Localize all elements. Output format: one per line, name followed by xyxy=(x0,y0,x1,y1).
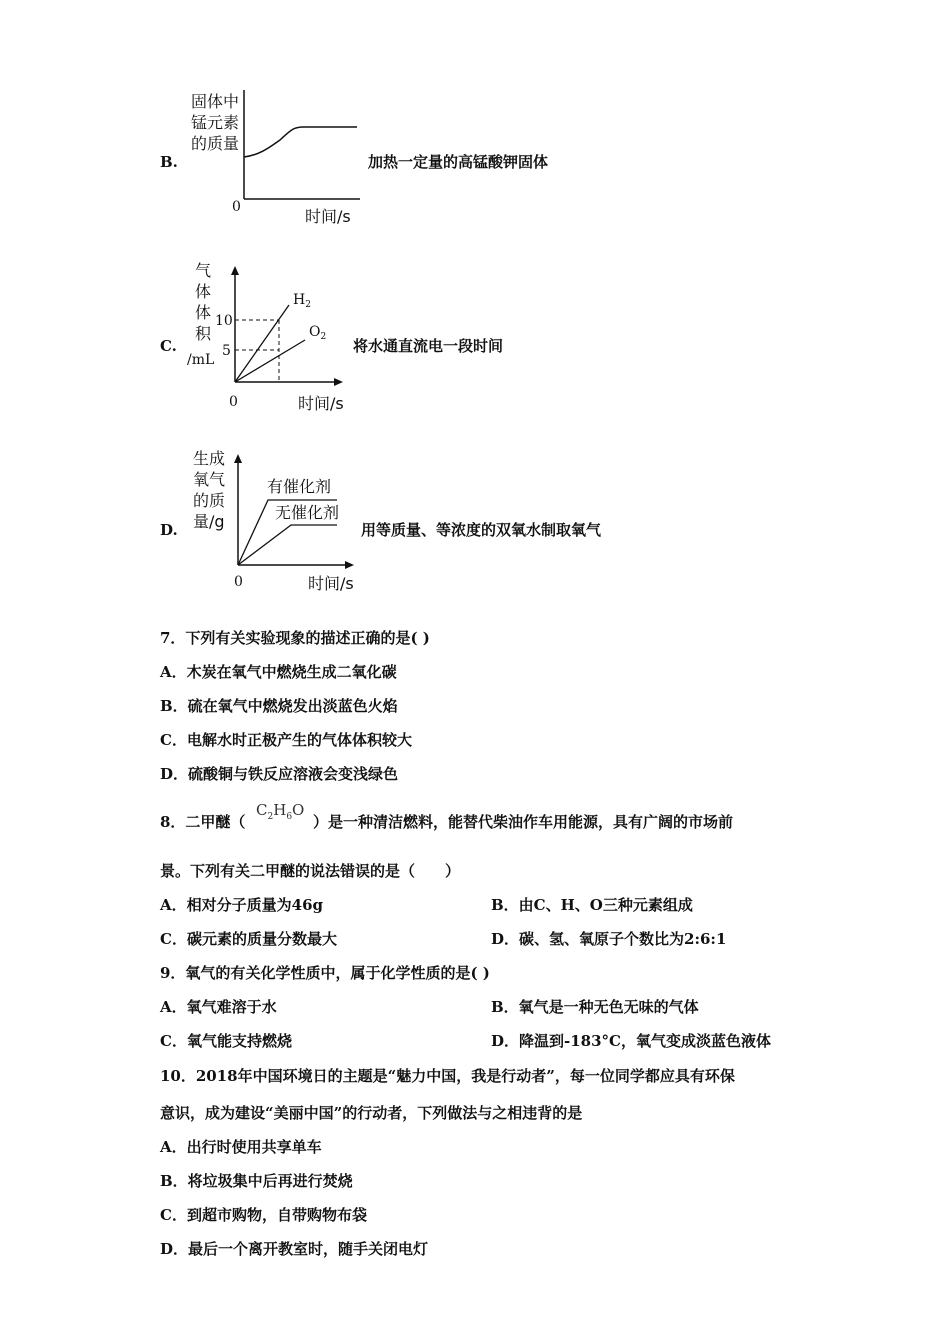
graph-d-no-catalyst-line xyxy=(238,525,337,565)
q7-option-b: B．硫在氧气中燃烧发出淡蓝色火焰 xyxy=(160,697,398,715)
q8-option-a: A．相对分子质量为46g xyxy=(160,896,324,914)
graph-c-y-arrow xyxy=(231,266,239,275)
q8-stem-line2: 景。下列有关二甲醚的说法错误的是（ ） xyxy=(160,862,461,880)
q7-stem: 7．下列有关实验现象的描述正确的是( ) xyxy=(160,629,430,647)
graph-b-ylabel-3: 的质量 xyxy=(191,134,240,153)
q7-option-d: D．硫酸铜与铁反应溶液会变浅绿色 xyxy=(160,765,399,783)
option-c-letter: C. xyxy=(160,337,177,355)
graph-c-ylabel-4: 积 xyxy=(195,324,212,343)
graph-c-x-arrow xyxy=(334,378,343,386)
option-b-letter: B. xyxy=(160,153,178,171)
q8-stem-after: ）是一种清洁燃料，能替代柴油作车用能源，具有广阔的市场前 xyxy=(313,813,734,831)
q10-stem-line2: 意识，成为建设“美丽中国”的行动者，下列做法与之相违背的是 xyxy=(160,1104,583,1122)
graph-d-catalyst-label: 有催化剂 xyxy=(267,477,332,496)
graph-d-y-arrow xyxy=(234,454,242,463)
q10-stem-line1: 10．2018年中国环境日的主题是“魅力中国，我是行动者”，每一位同学都应具有环保 xyxy=(160,1067,735,1085)
q10-option-c: C．到超市购物，自带购物布袋 xyxy=(160,1206,367,1224)
graph-c-tick-5: 5 xyxy=(222,343,231,359)
q9-option-d: D．降温到-183°C，氧气变成淡蓝色液体 xyxy=(491,1032,771,1050)
option-c-description: 将水通直流电一段时间 xyxy=(353,337,504,355)
graph-c-origin: 0 xyxy=(229,394,238,410)
q8-stem-before: 8．二甲醚（ xyxy=(160,813,246,831)
graph-c-ylabel-1: 气 xyxy=(195,261,212,280)
option-b-description: 加热一定量的高锰酸钾固体 xyxy=(368,153,549,171)
q8-option-d: D．碳、氢、氧原子个数比为2:6:1 xyxy=(491,930,727,948)
q8-formula: $C_2H_6O$ xyxy=(256,801,305,822)
graph-d-ylabel-2: 氧气 xyxy=(193,470,226,489)
q10-option-a: A．出行时使用共享单车 xyxy=(160,1138,322,1156)
graph-b-curve xyxy=(244,127,357,157)
graph-b xyxy=(185,85,385,230)
q9-option-a: A．氧气难溶于水 xyxy=(160,998,277,1016)
graph-b-origin: 0 xyxy=(232,199,241,215)
graph-b-ylabel-1: 固体中 xyxy=(191,92,240,111)
q7-option-a: A．木炭在氧气中燃烧生成二氧化碳 xyxy=(160,663,397,681)
graph-d-xlabel: 时间/s xyxy=(308,574,354,593)
graph-c-h2-label: $H_2$ xyxy=(293,292,311,310)
graph-d-x-arrow xyxy=(345,561,354,569)
q10-option-b: B．将垃圾集中后再进行焚烧 xyxy=(160,1172,353,1190)
graph-c-ylabel-3: 体 xyxy=(195,303,212,322)
option-d-letter: D. xyxy=(160,521,178,539)
graph-c xyxy=(185,258,360,418)
graph-c-ylabel-5: /mL xyxy=(187,352,215,368)
graph-c-o2-line xyxy=(235,340,305,382)
graph-b-ylabel-2: 锰元素 xyxy=(191,113,240,132)
q9-stem: 9．氧气的有关化学性质中，属于化学性质的是( ) xyxy=(160,964,490,982)
q7-option-c: C．电解水时正极产生的气体体积较大 xyxy=(160,731,412,749)
q10-option-d: D．最后一个离开教室时，随手关闭电灯 xyxy=(160,1240,429,1258)
graph-d-ylabel-4: 量/g xyxy=(193,512,225,531)
graph-c-o2-label: $O_2$ xyxy=(309,324,327,342)
graph-d-ylabel-1: 生成 xyxy=(193,449,226,468)
q9-option-b: B．氧气是一种无色无味的气体 xyxy=(491,998,699,1016)
graph-c-ylabel-2: 体 xyxy=(195,282,212,301)
option-d-description: 用等质量、等浓度的双氧水制取氧气 xyxy=(361,521,602,539)
graph-b-xlabel: 时间/s xyxy=(305,207,351,226)
q8-option-b: B．由C、H、O三种元素组成 xyxy=(491,896,693,914)
q9-option-c: C．氧气能支持燃烧 xyxy=(160,1032,292,1050)
graph-d-ylabel-3: 的质 xyxy=(193,491,226,510)
graph-c-xlabel: 时间/s xyxy=(298,394,344,413)
graph-c-tick-10: 10 xyxy=(215,313,233,329)
graph-d-no-catalyst-label: 无催化剂 xyxy=(275,503,340,522)
q8-option-c: C．碳元素的质量分数最大 xyxy=(160,930,337,948)
graph-d-origin: 0 xyxy=(234,574,243,590)
graph-d xyxy=(185,445,365,595)
graph-c-h2-line xyxy=(235,305,289,382)
